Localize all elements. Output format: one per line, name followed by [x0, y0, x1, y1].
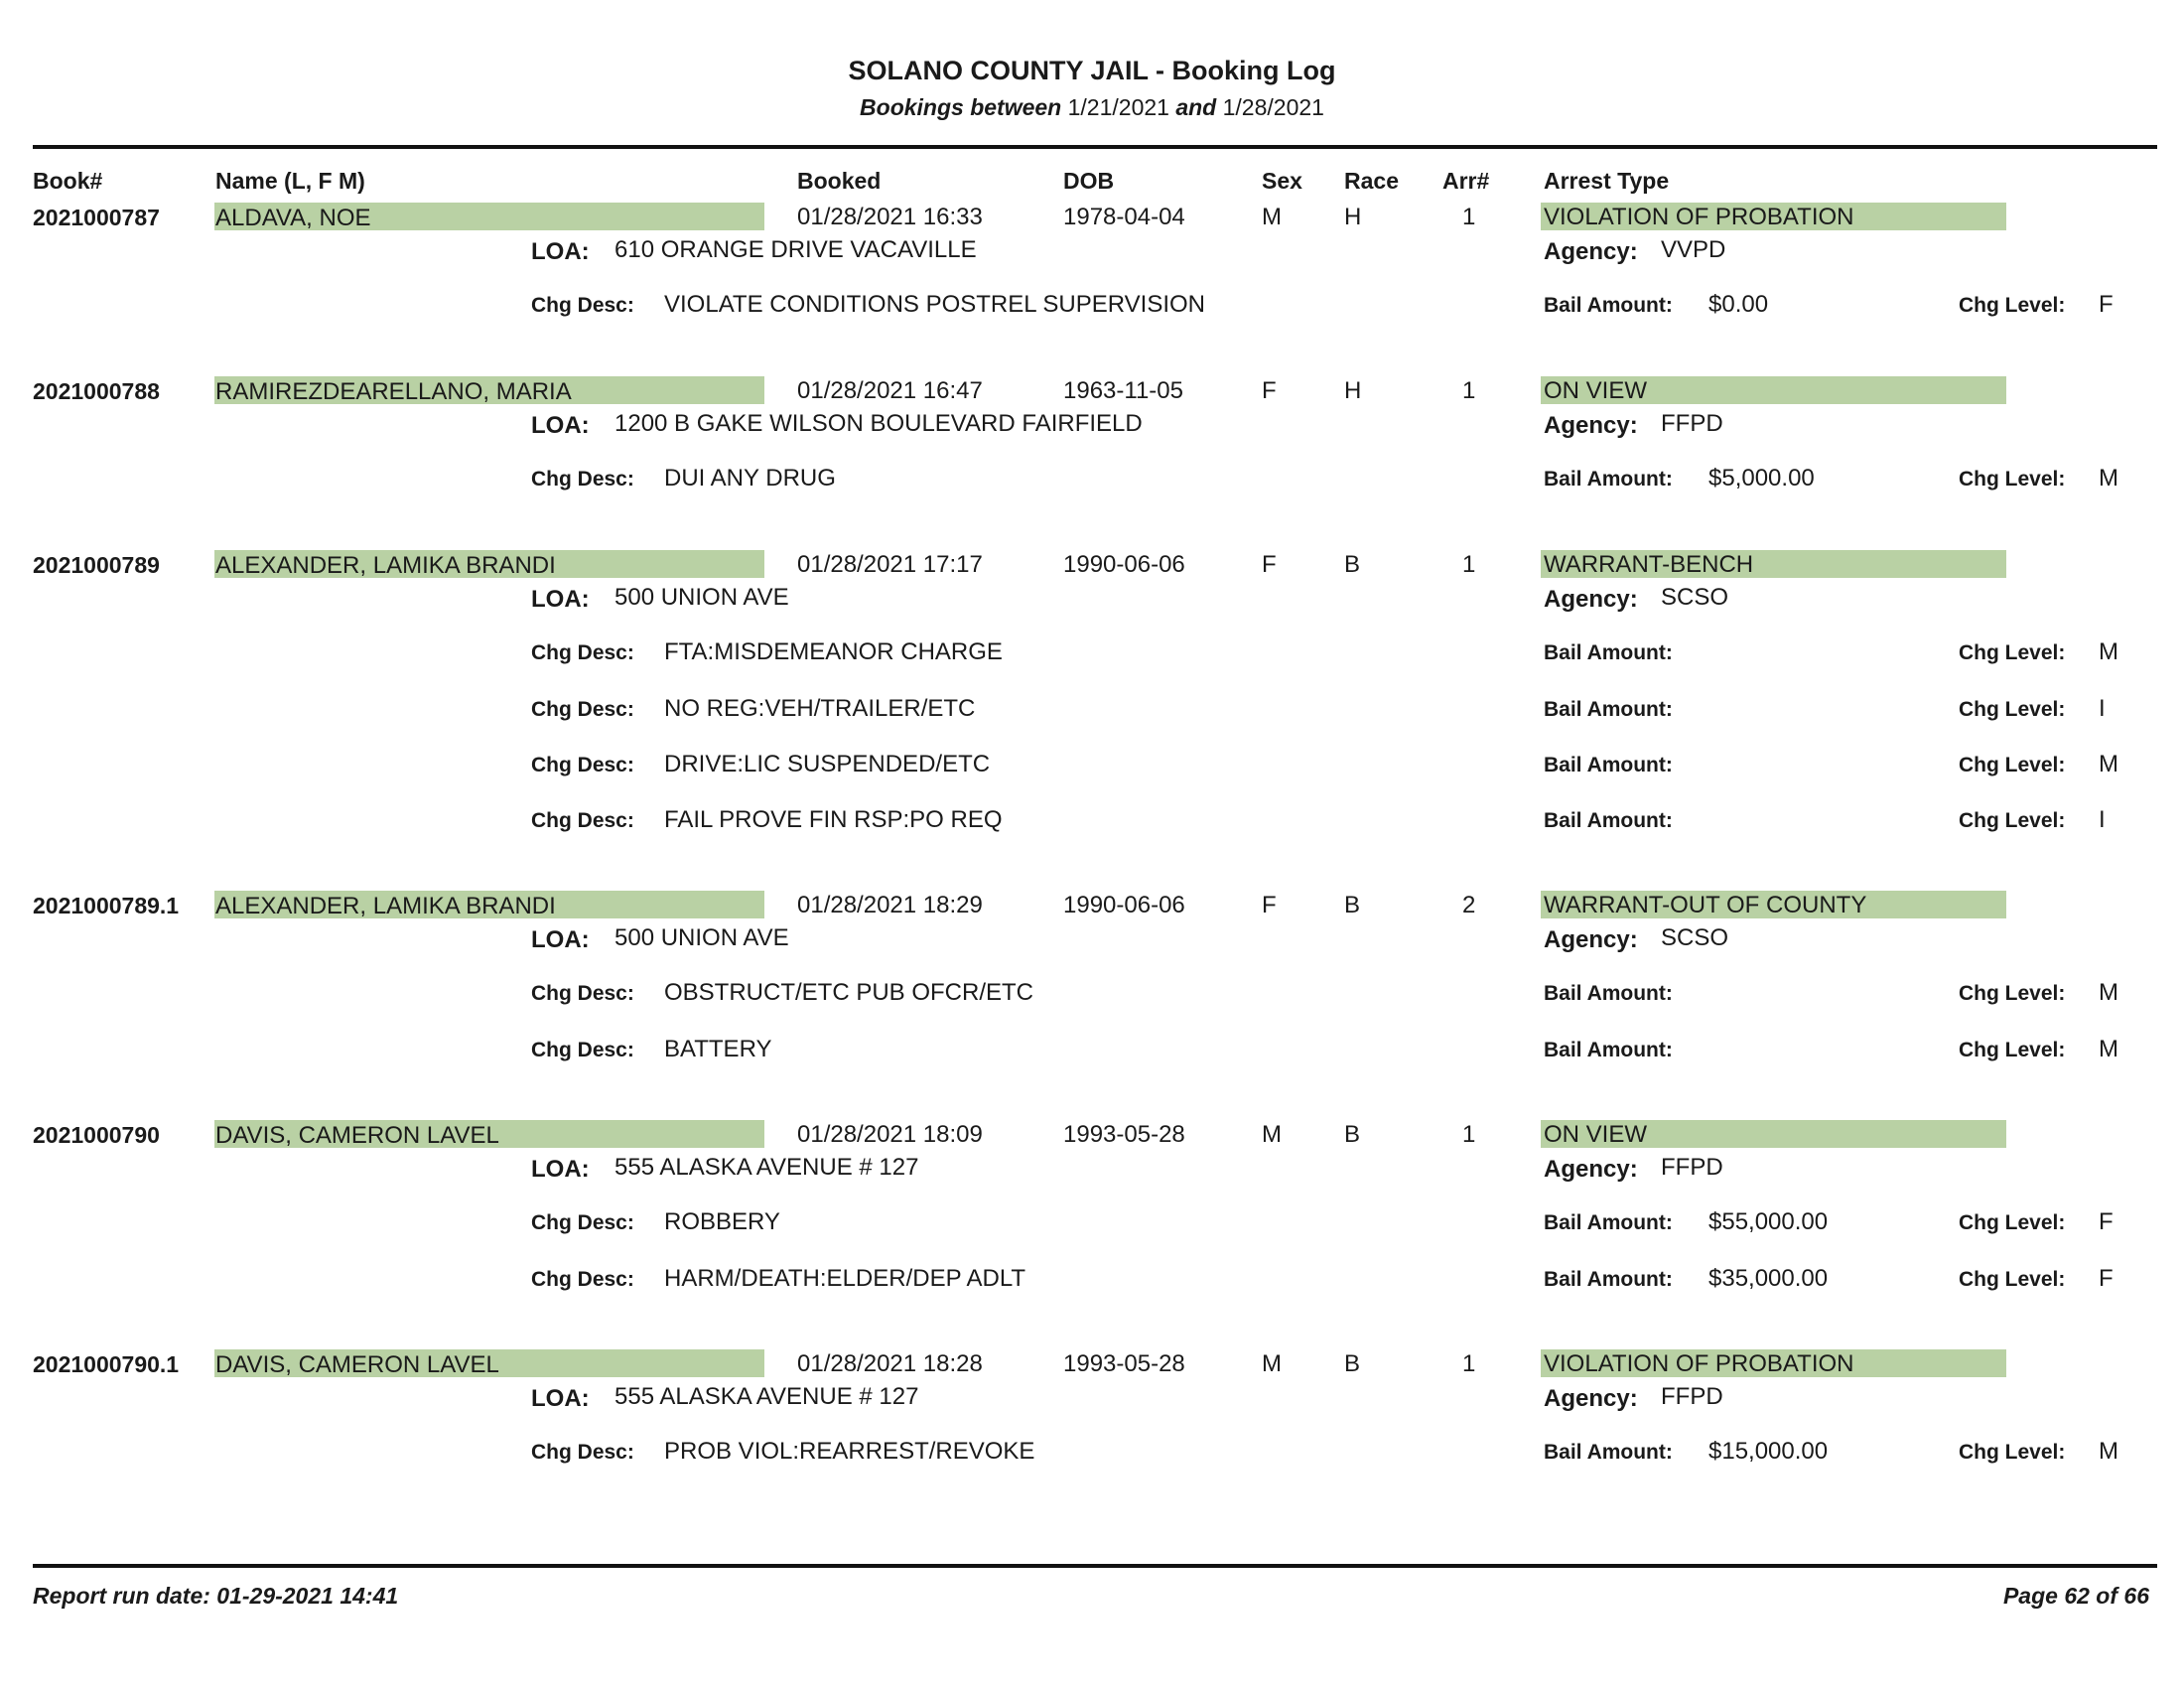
footer-rule: [33, 1564, 2157, 1568]
agency-label: Agency:: [1544, 586, 1638, 613]
race: B: [1344, 1121, 1361, 1148]
inmate-name: RAMIREZDEARELLANO, MARIA: [215, 378, 572, 405]
chg-desc-label: Chg Desc:: [531, 754, 634, 776]
chg-level-label: Chg Level:: [1959, 982, 2066, 1005]
chg-level-value: F: [2099, 1265, 2114, 1292]
agency-label: Agency:: [1544, 412, 1638, 439]
end-date: 1/28/2021: [1222, 94, 1324, 120]
loa-label: LOA:: [531, 1385, 590, 1412]
header-rule: [33, 145, 2157, 149]
booked-datetime: 01/28/2021 17:17: [797, 551, 983, 578]
chg-desc-label: Chg Desc:: [531, 1211, 634, 1234]
chg-desc-value: OBSTRUCT/ETC PUB OFCR/ETC: [664, 979, 1034, 1006]
chg-desc-label: Chg Desc:: [531, 698, 634, 721]
loa-label: LOA:: [531, 1156, 590, 1183]
booked-datetime: 01/28/2021 18:09: [797, 1121, 983, 1148]
book-number: 2021000789: [33, 552, 160, 578]
dob: 1993-05-28: [1063, 1121, 1185, 1148]
chg-desc-label: Chg Desc:: [531, 294, 634, 317]
chg-desc-value: DUI ANY DRUG: [664, 465, 836, 492]
arrest-number: 1: [1462, 1350, 1476, 1377]
sex: F: [1262, 377, 1277, 404]
chg-desc-value: FTA:MISDEMEANOR CHARGE: [664, 638, 1003, 665]
chg-desc-label: Chg Desc:: [531, 641, 634, 664]
bail-amount-label: Bail Amount:: [1544, 468, 1673, 491]
chg-level-label: Chg Level:: [1959, 1268, 2066, 1291]
book-number: 2021000788: [33, 378, 160, 404]
chg-level-value: M: [2099, 979, 2118, 1006]
chg-desc-value: VIOLATE CONDITIONS POSTREL SUPERVISION: [664, 291, 1206, 318]
col-header-sex: Sex: [1262, 168, 1302, 194]
book-number: 2021000789.1: [33, 893, 180, 918]
loa-label: LOA:: [531, 926, 590, 953]
arrest-number: 1: [1462, 551, 1476, 578]
arrest-type: VIOLATION OF PROBATION: [1544, 1350, 1854, 1377]
bail-amount-value: $35,000.00: [1708, 1265, 1829, 1292]
bail-amount-value: $0.00: [1708, 291, 1769, 318]
booking-record: [0, 374, 2184, 492]
col-header-arrest-type: Arrest Type: [1544, 168, 1670, 194]
chg-level-value: F: [2099, 291, 2114, 318]
agency-value: VVPD: [1661, 236, 1726, 263]
arrest-type: ON VIEW: [1544, 377, 1648, 404]
arrest-number: 2: [1462, 892, 1476, 918]
dob: 1993-05-28: [1063, 1350, 1185, 1377]
booked-datetime: 01/28/2021 16:33: [797, 204, 983, 230]
race: B: [1344, 892, 1361, 918]
chg-level-value: I: [2099, 806, 2106, 833]
report-title: SOLANO COUNTY JAIL - Booking Log: [848, 56, 1336, 85]
agency-label: Agency:: [1544, 1156, 1638, 1183]
loa-value: 500 UNION AVE: [614, 924, 789, 951]
loa-value: 1200 B GAKE WILSON BOULEVARD FAIRFIELD: [614, 410, 1143, 437]
chg-level-value: F: [2099, 1208, 2114, 1235]
loa-value: 555 ALASKA AVENUE # 127: [614, 1383, 919, 1410]
chg-desc-value: DRIVE:LIC SUSPENDED/ETC: [664, 751, 991, 777]
booking-record: [0, 1347, 2184, 1465]
bail-amount-label: Bail Amount:: [1544, 754, 1673, 776]
dob: 1978-04-04: [1063, 204, 1185, 230]
chg-desc-label: Chg Desc:: [531, 1039, 634, 1061]
arrest-type: WARRANT-OUT OF COUNTY: [1544, 892, 1867, 918]
arrest-type: VIOLATION OF PROBATION: [1544, 204, 1854, 230]
inmate-name: DAVIS, CAMERON LAVEL: [215, 1351, 499, 1378]
chg-level-label: Chg Level:: [1959, 294, 2066, 317]
inmate-name: ALEXANDER, LAMIKA BRANDI: [215, 552, 556, 579]
chg-level-label: Chg Level:: [1959, 1211, 2066, 1234]
chg-desc-value: NO REG:VEH/TRAILER/ETC: [664, 695, 976, 722]
chg-desc-value: HARM/DEATH:ELDER/DEP ADLT: [664, 1265, 1026, 1292]
book-number: 2021000790.1: [33, 1351, 180, 1377]
agency-value: SCSO: [1661, 584, 1729, 611]
inmate-name: DAVIS, CAMERON LAVEL: [215, 1122, 499, 1149]
chg-level-label: Chg Level:: [1959, 1441, 2066, 1464]
dob: 1990-06-06: [1063, 551, 1185, 578]
arrest-number: 1: [1462, 1121, 1476, 1148]
report-subtitle: [0, 94, 2184, 121]
bail-amount-value: $15,000.00: [1708, 1438, 1829, 1465]
sex: M: [1262, 204, 1282, 230]
bail-amount-value: $55,000.00: [1708, 1208, 1829, 1235]
bail-amount-label: Bail Amount:: [1544, 982, 1673, 1005]
race: H: [1344, 204, 1362, 230]
agency-value: SCSO: [1661, 924, 1729, 951]
loa-value: 610 ORANGE DRIVE VACAVILLE: [614, 236, 977, 263]
loa-label: LOA:: [531, 238, 590, 265]
col-header-book: Book#: [33, 168, 103, 194]
booking-record: [0, 548, 2184, 833]
chg-desc-value: ROBBERY: [664, 1208, 780, 1235]
dob: 1990-06-06: [1063, 892, 1185, 918]
agency-label: Agency:: [1544, 926, 1638, 953]
chg-level-value: M: [2099, 1036, 2118, 1062]
booked-datetime: 01/28/2021 18:29: [797, 892, 983, 918]
chg-level-value: M: [2099, 1438, 2118, 1465]
col-header-arr: Arr#: [1442, 168, 1490, 194]
chg-level-value: I: [2099, 695, 2106, 722]
loa-value: 500 UNION AVE: [614, 584, 789, 611]
booked-datetime: 01/28/2021 16:47: [797, 377, 983, 404]
bail-amount-label: Bail Amount:: [1544, 641, 1673, 664]
book-number: 2021000790: [33, 1122, 160, 1148]
chg-level-label: Chg Level:: [1959, 809, 2066, 832]
arrest-number: 1: [1462, 377, 1476, 404]
page-number: Page 62 of 66: [2002, 1583, 2149, 1609]
col-header-race: Race: [1344, 168, 1399, 194]
chg-level-label: Chg Level:: [1959, 468, 2066, 491]
bail-amount-label: Bail Amount:: [1544, 1039, 1673, 1061]
col-header-booked: Booked: [797, 168, 882, 194]
start-date: 1/21/2021: [1067, 94, 1169, 120]
loa-value: 555 ALASKA AVENUE # 127: [614, 1154, 919, 1181]
col-header-name: Name (L, F M): [215, 168, 365, 194]
bail-amount-label: Bail Amount:: [1544, 1268, 1673, 1291]
chg-desc-label: Chg Desc:: [531, 1441, 634, 1464]
chg-desc-label: Chg Desc:: [531, 1268, 634, 1291]
col-header-dob: DOB: [1063, 168, 1115, 194]
bail-amount-label: Bail Amount:: [1544, 698, 1673, 721]
chg-desc-value: PROB VIOL:REARREST/REVOKE: [664, 1438, 1035, 1465]
booking-record: [0, 1118, 2184, 1292]
chg-level-label: Chg Level:: [1959, 1039, 2066, 1061]
agency-value: FFPD: [1661, 1383, 1723, 1410]
arrest-type: ON VIEW: [1544, 1121, 1648, 1148]
chg-desc-value: FAIL PROVE FIN RSP:PO REQ: [664, 806, 1003, 833]
chg-desc-label: Chg Desc:: [531, 982, 634, 1005]
sex: M: [1262, 1121, 1282, 1148]
book-number: 2021000787: [33, 205, 160, 230]
chg-level-label: Chg Level:: [1959, 641, 2066, 664]
booking-record: [0, 201, 2184, 318]
race: H: [1344, 377, 1362, 404]
subtitle-and: and: [1175, 94, 1217, 120]
subtitle-prefix: Bookings between: [860, 94, 1062, 120]
chg-desc-label: Chg Desc:: [531, 468, 634, 491]
bail-amount-label: Bail Amount:: [1544, 1211, 1673, 1234]
chg-desc-value: BATTERY: [664, 1036, 772, 1062]
chg-level-value: M: [2099, 751, 2118, 777]
bail-amount-label: Bail Amount:: [1544, 1441, 1673, 1464]
loa-label: LOA:: [531, 412, 590, 439]
report-run-date: Report run date: 01-29-2021 14:41: [33, 1583, 399, 1609]
arrest-type: WARRANT-BENCH: [1544, 551, 1754, 578]
agency-value: FFPD: [1661, 410, 1723, 437]
loa-label: LOA:: [531, 586, 590, 613]
sex: F: [1262, 892, 1277, 918]
sex: F: [1262, 551, 1277, 578]
agency-label: Agency:: [1544, 238, 1638, 265]
inmate-name: ALDAVA, NOE: [215, 205, 371, 231]
dob: 1963-11-05: [1063, 377, 1183, 404]
bail-amount-label: Bail Amount:: [1544, 809, 1673, 832]
chg-level-value: M: [2099, 465, 2118, 492]
arrest-number: 1: [1462, 204, 1476, 230]
race: B: [1344, 1350, 1361, 1377]
bail-amount-label: Bail Amount:: [1544, 294, 1673, 317]
booking-record: [0, 889, 2184, 1062]
chg-level-label: Chg Level:: [1959, 698, 2066, 721]
chg-level-value: M: [2099, 638, 2118, 665]
agency-label: Agency:: [1544, 1385, 1638, 1412]
booked-datetime: 01/28/2021 18:28: [797, 1350, 983, 1377]
race: B: [1344, 551, 1361, 578]
bail-amount-value: $5,000.00: [1708, 465, 1815, 492]
inmate-name: ALEXANDER, LAMIKA BRANDI: [215, 893, 556, 919]
sex: M: [1262, 1350, 1282, 1377]
chg-desc-label: Chg Desc:: [531, 809, 634, 832]
chg-level-label: Chg Level:: [1959, 754, 2066, 776]
agency-value: FFPD: [1661, 1154, 1723, 1181]
